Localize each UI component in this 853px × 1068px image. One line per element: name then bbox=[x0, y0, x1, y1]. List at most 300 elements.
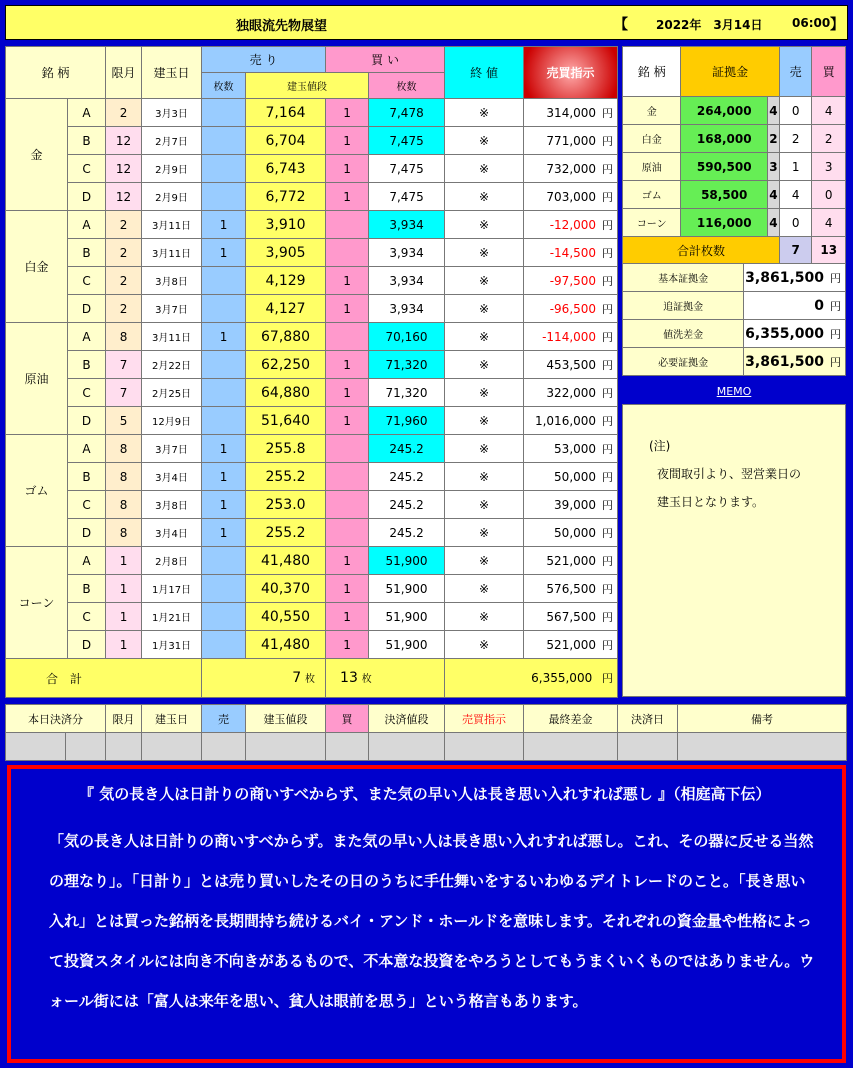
margin-units: 3 bbox=[768, 153, 780, 181]
month-cell: 1 bbox=[106, 631, 142, 659]
month-cell: 8 bbox=[106, 463, 142, 491]
open-price-cell: 6,704 bbox=[246, 127, 326, 155]
summary-yen: 円 bbox=[830, 327, 841, 341]
close-cell: 245.2 bbox=[369, 435, 445, 463]
sell-count-cell bbox=[202, 351, 246, 379]
summary-label: 値洗差金 bbox=[623, 320, 744, 348]
open-date-cell: 1月21日 bbox=[142, 603, 202, 631]
summary-label: 追証拠金 bbox=[623, 292, 744, 320]
quote-box bbox=[7, 765, 846, 1063]
summary-value: 6,355,000 bbox=[745, 325, 824, 342]
diff-yen: 円 bbox=[602, 190, 614, 204]
open-date-cell: 3月8日 bbox=[142, 267, 202, 295]
memo-line-2: 建玉日となります。 bbox=[657, 495, 765, 509]
diff-yen: 円 bbox=[602, 274, 614, 288]
total-diff-value: 6,355,000 bbox=[531, 671, 593, 685]
settle-header: 建玉値段 bbox=[246, 705, 326, 733]
sell-count-cell bbox=[202, 295, 246, 323]
instruction-cell: ※ bbox=[445, 323, 524, 351]
diff-yen: 円 bbox=[602, 302, 614, 316]
diff-value: -12,000 bbox=[549, 217, 597, 232]
diff-value: -114,000 bbox=[542, 329, 597, 344]
row-key: A bbox=[68, 547, 106, 575]
row-key: C bbox=[68, 603, 106, 631]
instruction-cell: ※ bbox=[445, 631, 524, 659]
margin-units: 2 bbox=[768, 125, 780, 153]
summary-label: 必要証拠金 bbox=[623, 348, 744, 376]
margin-buy: 3 bbox=[812, 153, 846, 181]
total-sell-value: 7 bbox=[292, 670, 302, 686]
diff-yen: 円 bbox=[602, 610, 614, 624]
close-cell: 70,160 bbox=[369, 323, 445, 351]
instruction-cell: ※ bbox=[445, 183, 524, 211]
buy-count-cell: 1 bbox=[326, 99, 369, 127]
month-cell: 8 bbox=[106, 519, 142, 547]
table-row bbox=[6, 603, 618, 631]
summary-label: 基本証拠金 bbox=[623, 264, 744, 292]
settle-header: 備考 bbox=[678, 705, 847, 733]
diff-cell bbox=[524, 239, 618, 267]
total-sell-unit: 枚 bbox=[305, 674, 316, 685]
margin-row bbox=[623, 125, 846, 153]
margin-amount: 116,000 bbox=[681, 209, 768, 237]
diff-yen: 円 bbox=[602, 162, 614, 176]
settle-header: 最終差金 bbox=[524, 705, 618, 733]
settle-header: 売買指示 bbox=[445, 705, 524, 733]
row-key: C bbox=[68, 379, 106, 407]
instruction-cell: ※ bbox=[445, 267, 524, 295]
brand-cell: 白金 bbox=[6, 211, 68, 323]
buy-count-cell: 1 bbox=[326, 295, 369, 323]
side-total-buy: 13 bbox=[812, 237, 846, 264]
header-sell: 売 り bbox=[202, 47, 326, 73]
diff-value: 771,000 bbox=[546, 133, 597, 148]
month-cell: 8 bbox=[106, 323, 142, 351]
close-cell: 7,475 bbox=[369, 127, 445, 155]
close-cell: 245.2 bbox=[369, 491, 445, 519]
buy-count-cell: 1 bbox=[326, 267, 369, 295]
summary-row bbox=[623, 264, 846, 292]
report-time: 06:00 bbox=[792, 16, 831, 30]
month-cell: 12 bbox=[106, 127, 142, 155]
row-key: A bbox=[68, 435, 106, 463]
diff-yen: 円 bbox=[602, 358, 614, 372]
open-price-cell: 40,550 bbox=[246, 603, 326, 631]
brand-cell: ゴム bbox=[6, 435, 68, 547]
sell-count-cell bbox=[202, 99, 246, 127]
diff-cell bbox=[524, 155, 618, 183]
memo-label[interactable]: MEMO bbox=[716, 385, 752, 398]
header-close: 終 値 bbox=[445, 47, 524, 99]
instruction-cell: ※ bbox=[445, 127, 524, 155]
month-cell: 7 bbox=[106, 351, 142, 379]
header-month: 限月 bbox=[106, 47, 142, 99]
open-date-cell: 3月11日 bbox=[142, 239, 202, 267]
margin-buy: 4 bbox=[812, 209, 846, 237]
diff-value: 1,016,000 bbox=[534, 413, 597, 428]
diff-cell bbox=[524, 267, 618, 295]
open-price-cell: 3,905 bbox=[246, 239, 326, 267]
summary-row bbox=[623, 348, 846, 376]
buy-count-cell: 1 bbox=[326, 407, 369, 435]
month-cell: 8 bbox=[106, 435, 142, 463]
settle-header: 建玉日 bbox=[142, 705, 202, 733]
row-key: A bbox=[68, 211, 106, 239]
open-price-cell: 253.0 bbox=[246, 491, 326, 519]
diff-yen: 円 bbox=[602, 386, 614, 400]
row-key: A bbox=[68, 323, 106, 351]
margin-buy: 2 bbox=[812, 125, 846, 153]
diff-cell bbox=[524, 211, 618, 239]
margin-table bbox=[622, 46, 846, 376]
header-buy: 買 い bbox=[326, 47, 445, 73]
sell-count-cell bbox=[202, 183, 246, 211]
settle-cell[interactable] bbox=[618, 733, 678, 761]
sell-count-cell bbox=[202, 407, 246, 435]
quote-body: 「気の長き人は日計りの商いすべからず。また気の早い人は長き思い入れすれば悪し。これ、その器に反せる当然の理なり」。「日計り」とは売り買いしたその日のうちに手仕舞いをするいわゆるデイトレードのこと。「長き思い入れ」とは買った銘柄を長期間持ち続けるバイ・アンド・ホールドを意味します。それぞれの資金量や性格によって投資スタイルには向き不向きがあるもので、不本意な投資をやろうとしてもうまくいくものではありません。ウォール街には「富人は来年を思い、貧人は眼前を思う」という格言もあります。 bbox=[49, 832, 815, 1010]
buy-count-cell bbox=[326, 463, 369, 491]
diff-cell bbox=[524, 575, 618, 603]
diff-yen: 円 bbox=[602, 638, 614, 652]
table-row bbox=[6, 519, 618, 547]
table-row bbox=[6, 351, 618, 379]
total-buy bbox=[326, 659, 445, 698]
open-price-cell: 255.2 bbox=[246, 519, 326, 547]
open-price-cell: 64,880 bbox=[246, 379, 326, 407]
close-cell: 51,900 bbox=[369, 575, 445, 603]
open-date-cell: 3月11日 bbox=[142, 211, 202, 239]
summary-yen: 円 bbox=[830, 299, 841, 313]
diff-value: 322,000 bbox=[546, 385, 597, 400]
sell-count-cell bbox=[202, 575, 246, 603]
row-key: B bbox=[68, 127, 106, 155]
row-key: D bbox=[68, 519, 106, 547]
open-price-cell: 6,772 bbox=[246, 183, 326, 211]
close-cell: 3,934 bbox=[369, 267, 445, 295]
open-price-cell: 41,480 bbox=[246, 631, 326, 659]
summary-row bbox=[623, 292, 846, 320]
margin-row bbox=[623, 97, 846, 125]
total-label: 合 計 bbox=[6, 659, 202, 698]
open-date-cell: 3月7日 bbox=[142, 295, 202, 323]
diff-value: 39,000 bbox=[554, 497, 597, 512]
settle-header: 決済日 bbox=[618, 705, 678, 733]
instruction-cell: ※ bbox=[445, 99, 524, 127]
margin-sell: 2 bbox=[779, 125, 811, 153]
table-row bbox=[6, 239, 618, 267]
open-price-cell: 255.8 bbox=[246, 435, 326, 463]
quote-title: 『 気の長き人は日計りの商いすべからず、また気の早い人は長き思い入れすれば悪し 』（相庭高下伝） bbox=[79, 785, 771, 803]
diff-cell bbox=[524, 99, 618, 127]
buy-count-cell bbox=[326, 435, 369, 463]
table-row bbox=[6, 435, 618, 463]
month-cell: 7 bbox=[106, 379, 142, 407]
diff-cell bbox=[524, 295, 618, 323]
open-price-cell: 4,127 bbox=[246, 295, 326, 323]
summary-yen: 円 bbox=[830, 271, 841, 285]
row-key: C bbox=[68, 155, 106, 183]
instruction-cell: ※ bbox=[445, 295, 524, 323]
settle-cell[interactable] bbox=[246, 733, 326, 761]
instruction-cell: ※ bbox=[445, 575, 524, 603]
instruction-cell: ※ bbox=[445, 407, 524, 435]
memo-note: (注) bbox=[649, 439, 671, 453]
row-key: D bbox=[68, 631, 106, 659]
settle-header: 買 bbox=[326, 705, 369, 733]
brand-cell: 原油 bbox=[6, 323, 68, 435]
close-cell: 3,934 bbox=[369, 211, 445, 239]
settle-cell[interactable] bbox=[202, 733, 246, 761]
open-price-cell: 255.2 bbox=[246, 463, 326, 491]
margin-brand: ゴム bbox=[623, 181, 681, 209]
buy-count-cell: 1 bbox=[326, 603, 369, 631]
settle-cell[interactable] bbox=[326, 733, 369, 761]
open-date-cell: 3月8日 bbox=[142, 491, 202, 519]
table-row bbox=[6, 127, 618, 155]
diff-cell bbox=[524, 127, 618, 155]
buy-count-cell: 1 bbox=[326, 631, 369, 659]
open-date-cell: 3月4日 bbox=[142, 519, 202, 547]
margin-units: 4 bbox=[768, 97, 780, 125]
sell-count-cell bbox=[202, 379, 246, 407]
diff-cell bbox=[524, 183, 618, 211]
side-header-brand: 銘 柄 bbox=[623, 47, 681, 97]
sell-count-cell bbox=[202, 631, 246, 659]
summary-value: 3,861,500 bbox=[745, 353, 824, 370]
memo-line-1: 夜間取引より、翌営業日の bbox=[657, 467, 802, 481]
sell-count-cell: 1 bbox=[202, 463, 246, 491]
month-cell: 2 bbox=[106, 99, 142, 127]
open-price-cell: 51,640 bbox=[246, 407, 326, 435]
settle-cell[interactable] bbox=[6, 733, 66, 761]
diff-yen: 円 bbox=[602, 134, 614, 148]
close-cell: 245.2 bbox=[369, 463, 445, 491]
diff-cell bbox=[524, 379, 618, 407]
month-cell: 12 bbox=[106, 183, 142, 211]
table-row bbox=[6, 99, 618, 127]
month-cell: 2 bbox=[106, 295, 142, 323]
open-price-cell: 4,129 bbox=[246, 267, 326, 295]
diff-value: -97,500 bbox=[549, 273, 597, 288]
header-buy-count: 枚数 bbox=[369, 73, 445, 99]
margin-sell: 1 bbox=[779, 153, 811, 181]
sell-count-cell: 1 bbox=[202, 491, 246, 519]
margin-brand: コーン bbox=[623, 209, 681, 237]
close-cell: 7,475 bbox=[369, 155, 445, 183]
settle-cell[interactable] bbox=[106, 733, 142, 761]
instruction-cell: ※ bbox=[445, 519, 524, 547]
settle-cell[interactable] bbox=[524, 733, 618, 761]
diff-cell bbox=[524, 547, 618, 575]
summary-row bbox=[623, 320, 846, 348]
total-sell bbox=[202, 659, 326, 698]
title-bar bbox=[5, 5, 848, 40]
margin-units: 4 bbox=[768, 209, 780, 237]
diff-value: 50,000 bbox=[554, 469, 597, 484]
settle-cell[interactable] bbox=[142, 733, 202, 761]
settlement-table bbox=[5, 704, 847, 761]
settle-cell[interactable] bbox=[66, 733, 106, 761]
page-title: 独眼流先物展望 bbox=[236, 19, 328, 34]
diff-value: -14,500 bbox=[549, 245, 597, 260]
total-diff-yen: 円 bbox=[602, 672, 614, 685]
margin-amount: 168,000 bbox=[681, 125, 768, 153]
instruction-cell: ※ bbox=[445, 239, 524, 267]
table-row bbox=[6, 491, 618, 519]
row-key: B bbox=[68, 575, 106, 603]
table-row bbox=[6, 323, 618, 351]
diff-cell bbox=[524, 631, 618, 659]
buy-count-cell: 1 bbox=[326, 379, 369, 407]
summary-value-cell bbox=[744, 348, 846, 376]
header-brand: 銘 柄 bbox=[6, 47, 106, 99]
table-row bbox=[6, 547, 618, 575]
bracket-open: 【 bbox=[614, 17, 628, 33]
open-date-cell: 1月31日 bbox=[142, 631, 202, 659]
open-date-cell: 3月4日 bbox=[142, 463, 202, 491]
settle-header: 売 bbox=[202, 705, 246, 733]
month-cell: 2 bbox=[106, 211, 142, 239]
sell-count-cell: 1 bbox=[202, 323, 246, 351]
open-price-cell: 67,880 bbox=[246, 323, 326, 351]
header-instruction: 売買指示 bbox=[524, 47, 618, 99]
side-total-label: 合計枚数 bbox=[623, 237, 780, 264]
open-date-cell: 1月17日 bbox=[142, 575, 202, 603]
margin-units: 4 bbox=[768, 181, 780, 209]
month-cell: 2 bbox=[106, 267, 142, 295]
close-cell: 71,320 bbox=[369, 351, 445, 379]
diff-cell bbox=[524, 407, 618, 435]
close-cell: 7,478 bbox=[369, 99, 445, 127]
sell-count-cell bbox=[202, 547, 246, 575]
instruction-cell: ※ bbox=[445, 435, 524, 463]
diff-yen: 円 bbox=[602, 218, 614, 232]
side-total-sell: 7 bbox=[779, 237, 811, 264]
brand-cell: コーン bbox=[6, 547, 68, 659]
total-buy-unit: 枚 bbox=[361, 674, 372, 685]
diff-cell bbox=[524, 435, 618, 463]
open-price-cell: 7,164 bbox=[246, 99, 326, 127]
open-price-cell: 62,250 bbox=[246, 351, 326, 379]
settle-cell[interactable] bbox=[369, 733, 445, 761]
instruction-cell: ※ bbox=[445, 351, 524, 379]
sell-count-cell bbox=[202, 603, 246, 631]
summary-value: 3,861,500 bbox=[745, 269, 824, 286]
diff-yen: 円 bbox=[602, 498, 614, 512]
settle-header: 決済値段 bbox=[369, 705, 445, 733]
diff-value: 453,500 bbox=[546, 357, 597, 372]
buy-count-cell bbox=[326, 491, 369, 519]
diff-yen: 円 bbox=[602, 330, 614, 344]
side-header-buy: 買 bbox=[812, 47, 846, 97]
summary-value: 0 bbox=[814, 297, 824, 314]
table-row bbox=[6, 379, 618, 407]
summary-value-cell bbox=[744, 320, 846, 348]
month-cell: 2 bbox=[106, 239, 142, 267]
diff-cell bbox=[524, 463, 618, 491]
positions-table bbox=[5, 46, 618, 698]
month-cell: 12 bbox=[106, 155, 142, 183]
diff-value: 53,000 bbox=[554, 441, 597, 456]
diff-value: 521,000 bbox=[546, 637, 597, 652]
row-key: D bbox=[68, 295, 106, 323]
month-cell: 5 bbox=[106, 407, 142, 435]
margin-sell: 0 bbox=[779, 97, 811, 125]
settle-cell[interactable] bbox=[678, 733, 847, 761]
open-price-cell: 41,480 bbox=[246, 547, 326, 575]
table-row bbox=[6, 183, 618, 211]
month-cell: 1 bbox=[106, 603, 142, 631]
open-date-cell: 2月25日 bbox=[142, 379, 202, 407]
row-key: C bbox=[68, 267, 106, 295]
close-cell: 51,900 bbox=[369, 603, 445, 631]
sell-count-cell: 1 bbox=[202, 519, 246, 547]
diff-yen: 円 bbox=[602, 246, 614, 260]
open-date-cell: 2月8日 bbox=[142, 547, 202, 575]
open-date-cell: 2月22日 bbox=[142, 351, 202, 379]
header-open-date: 建玉日 bbox=[142, 47, 202, 99]
instruction-cell: ※ bbox=[445, 379, 524, 407]
total-diff bbox=[445, 659, 618, 698]
buy-count-cell: 1 bbox=[326, 127, 369, 155]
diff-value: 732,000 bbox=[546, 161, 597, 176]
memo-box bbox=[622, 404, 846, 697]
month-cell: 1 bbox=[106, 547, 142, 575]
diff-yen: 円 bbox=[602, 526, 614, 540]
diff-value: -96,500 bbox=[549, 301, 597, 316]
open-date-cell: 2月9日 bbox=[142, 183, 202, 211]
diff-cell bbox=[524, 603, 618, 631]
sell-count-cell: 1 bbox=[202, 435, 246, 463]
row-key: D bbox=[68, 183, 106, 211]
row-key: B bbox=[68, 463, 106, 491]
month-cell: 1 bbox=[106, 575, 142, 603]
diff-value: 567,500 bbox=[546, 609, 597, 624]
buy-count-cell: 1 bbox=[326, 575, 369, 603]
open-date-cell: 2月9日 bbox=[142, 155, 202, 183]
margin-sell: 0 bbox=[779, 209, 811, 237]
sell-count-cell bbox=[202, 127, 246, 155]
month-cell: 8 bbox=[106, 491, 142, 519]
summary-value-cell bbox=[744, 264, 846, 292]
row-key: D bbox=[68, 407, 106, 435]
close-cell: 3,934 bbox=[369, 295, 445, 323]
sell-count-cell bbox=[202, 267, 246, 295]
settle-header: 本日決済分 bbox=[6, 705, 106, 733]
margin-row bbox=[623, 153, 846, 181]
close-cell: 51,900 bbox=[369, 631, 445, 659]
settle-cell[interactable] bbox=[445, 733, 524, 761]
buy-count-cell: 1 bbox=[326, 155, 369, 183]
instruction-cell: ※ bbox=[445, 211, 524, 239]
diff-value: 521,000 bbox=[546, 553, 597, 568]
settle-header: 限月 bbox=[106, 705, 142, 733]
table-row bbox=[6, 631, 618, 659]
margin-row bbox=[623, 209, 846, 237]
instruction-cell: ※ bbox=[445, 547, 524, 575]
bracket-close: 】 bbox=[830, 17, 844, 33]
margin-buy: 4 bbox=[812, 97, 846, 125]
table-row bbox=[6, 463, 618, 491]
diff-value: 314,000 bbox=[546, 105, 597, 120]
diff-cell bbox=[524, 351, 618, 379]
buy-count-cell: 1 bbox=[326, 183, 369, 211]
margin-amount: 590,500 bbox=[681, 153, 768, 181]
table-row bbox=[6, 295, 618, 323]
open-date-cell: 3月7日 bbox=[142, 435, 202, 463]
open-date-cell: 3月3日 bbox=[142, 99, 202, 127]
margin-buy: 0 bbox=[812, 181, 846, 209]
